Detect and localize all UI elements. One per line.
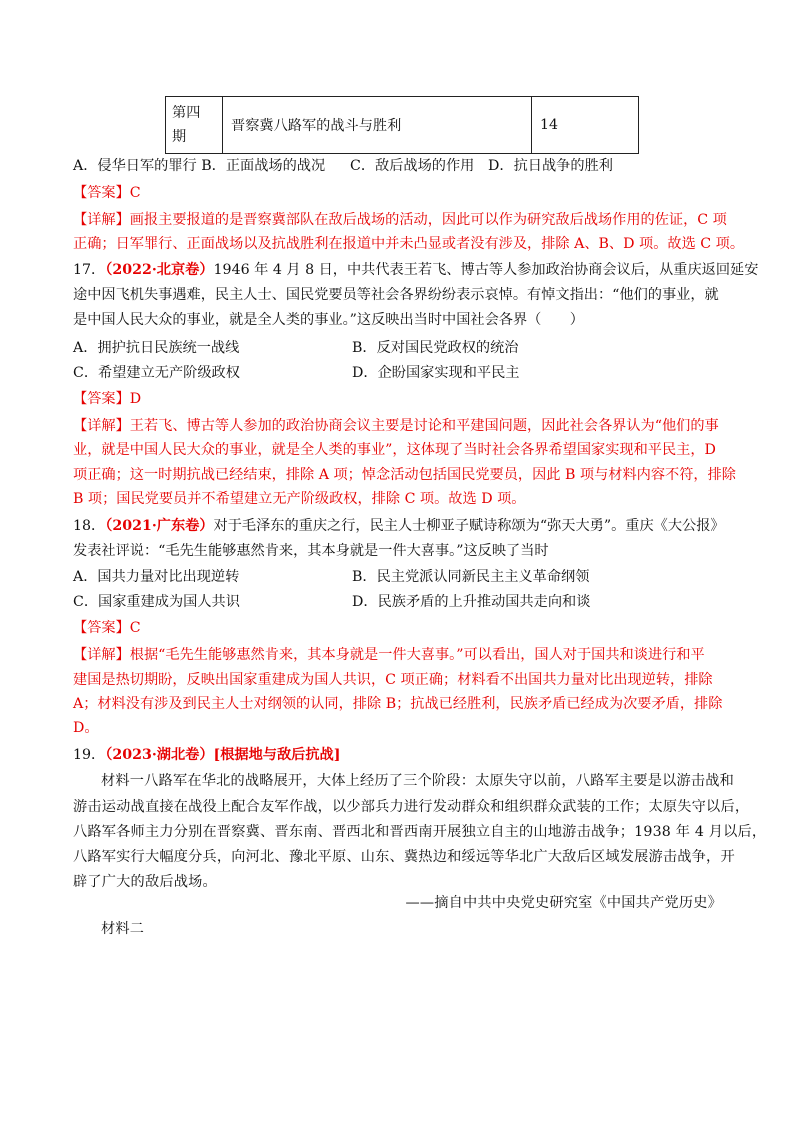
period-cell (166, 97, 223, 154)
q19-material1-line1: 材料一八路军在华北的战略展开，大体上经历了三个阶段：太原失守以前，八路军主要是以游击战和 (101, 773, 735, 789)
q16-answer: 【答案】C (73, 185, 141, 201)
q18-option-d: D．民族矛盾的上升推动国共走向和谈 (352, 594, 591, 610)
q18-option-c: C．国家重建成为国人共识 (73, 594, 240, 610)
q18-detail-line3: A；材料没有涉及到民主人士对纲领的认同，排除 B；抗战已经胜利，民族矛盾已经成为次要矛盾，排除 (73, 696, 723, 712)
q18-detail-line2: 建国是热切期盼，反映出国家重建成为国人共识，C 项正确；材料看不出国共力量对比出现逆转，排除 (73, 672, 713, 688)
q17-option-b: B．反对国民党政权的统治 (352, 340, 519, 356)
q16-detail-line1: 【详解】画报主要报道的是晋察冀部队在敌后战场的活动，因此可以作为研究敌后战场作用的佐证，C 项 (73, 212, 727, 228)
q17-answer: 【答案】D (73, 391, 142, 407)
q18-detail-line1: 【详解】根据“毛先生能够惠然肯来，其本身就是一件大喜事。”可以看出，国人对于国共和谈进行和平 (73, 647, 705, 663)
q18-number: 18． (73, 518, 106, 534)
q18-stem-text: 对于毛泽东的重庆之行，民主人士柳亚子赋诗称颂为“弥天大勇”。重庆《大公报》 (213, 518, 725, 534)
count-cell: 14 (532, 97, 639, 154)
q18-detail-line4: D。 (73, 720, 99, 736)
q19-number: 19． (73, 747, 106, 763)
q17-stem-line1 (73, 260, 758, 280)
q18-answer: 【答案】C (73, 620, 141, 636)
q19-material1-line3: 八路军各师主力分别在晋察冀、晋东南、晋西北和晋西南开展独立自主的山地游击战争；1938 年 4 月以后， (73, 824, 767, 840)
q17-stem-line3: 是中国人民大众的事业，就是全人类的事业。”这反映出当时中国社会各界（ ） (73, 312, 584, 328)
q19-material1-line2: 游击运动战直接在战役上配合友军作战，以少部兵力进行发动群众和组织群众武装的工作；太原失守以后， (73, 799, 750, 815)
q17-option-d: D．企盼国家实现和平民主 (352, 365, 520, 381)
q19-material2-label: 材料二 (101, 921, 145, 937)
q16-option-d: D．抗日战争的胜利 (488, 158, 613, 174)
q18-option-a: A．国共力量对比出现逆转 (73, 569, 240, 585)
q17-detail-line1: 【详解】王若飞、博古等人参加的政治协商会议主要是讨论和平建国问题，因此社会各界认为“他们的事 (73, 418, 719, 434)
q17-number: 17． (73, 262, 106, 278)
q17-stem-text: 1946 年 4 月 8 日，中共代表王若飞、博古等人参加政治协商会议后，从重庆返回延安 (213, 262, 759, 278)
q18-stem-line2: 发表社评说：“毛先生能够惠然肯来，其本身就是一件大喜事。”这反映了当时 (73, 543, 549, 559)
period-label-line2: 期 (172, 129, 187, 145)
q17-stem-line2: 途中因飞机失事遇难，民主人士、国民党要员等社会各界纷纷表示哀悼。有悼文指出：“他们的事业，就 (73, 287, 719, 303)
q19-topic: [根据地与敌后抗战] (213, 747, 341, 763)
q17-detail-line4: B 项；国民党要员并不希望建立无产阶级政权，排除 C 项。故选 D 项。 (73, 491, 526, 507)
q19-material1-source: ——摘自中共中央党史研究室《中国共产党历史》 (405, 895, 722, 911)
title-cell: 晋察冀八路军的战斗与胜利 (223, 97, 532, 154)
q16-detail-line2: 正确；日军罪行、正面战场以及抗战胜利在报道中并未凸显或者没有涉及，排除 A、B、D 项。故选 C 项。 (73, 236, 745, 252)
q18-stem-line1 (73, 516, 725, 536)
q17-source: （2022·北京卷） (105, 262, 214, 278)
q17-option-c: C．希望建立无产阶级政权 (73, 365, 240, 381)
q19-source: （2023·湖北卷） (105, 747, 214, 763)
q17-detail-line2: 业，就是中国人民大众的事业，就是全人类的事业”，这体现了当时社会各界希望国家实现和平民主，D (73, 442, 716, 458)
q16-option-c: C．敌后战场的作用 (350, 158, 475, 174)
period-table (165, 96, 639, 154)
q18-source: （2021·广东卷） (105, 518, 214, 534)
q17-option-a: A．拥护抗日民族统一战线 (73, 340, 240, 356)
table-row (166, 97, 639, 154)
q19-heading (73, 745, 340, 765)
period-label-line1: 第四 (172, 105, 201, 121)
q18-option-b: B．民主党派认同新民主主义革命纲领 (352, 569, 590, 585)
q17-detail-line3: 项正确；这一时期抗战已经结束，排除 A 项；悼念活动包括国民党要员，因此 B 项与材料内容不符，排除 (73, 467, 736, 483)
q19-material1-line4: 八路军实行大幅度分兵，向河北、豫北平原、山东、冀热边和绥远等华北广大敌后区域发展游击战争，开 (73, 849, 735, 865)
q19-material1-line5: 辟了广大的敌后战场。 (73, 874, 217, 890)
q16-options-ab: A．侵华日军的罪行 B．正面战场的战况 (73, 158, 326, 174)
